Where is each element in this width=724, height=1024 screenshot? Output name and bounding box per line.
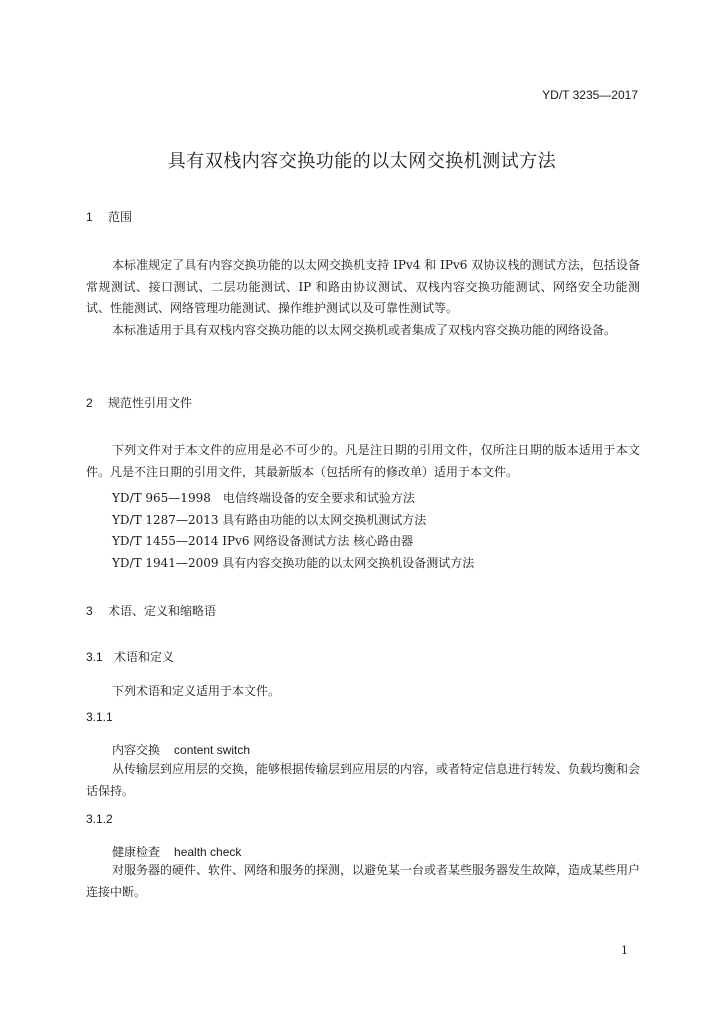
term-en: content switch [174,743,251,757]
term-zh: 内容交换 [112,743,161,757]
section-1-heading [86,208,132,225]
term-zh: 健康检查 [112,845,161,859]
reference-item: YD/T 1941—2009 具有内容交换功能的以太网交换机设备测试方法 [112,556,475,570]
page-number: 1 [621,944,628,957]
reference-item: YD/T 1287—2013 具有路由功能的以太网交换机测试方法 [112,513,427,527]
term-heading [112,741,250,758]
paragraph: 本标准规定了具有内容交换功能的以太网交换机支持 IPv4 和 IPv6 双协议栈的测试方法，包括设备常规测试、接口测试、二层功能测试、IP 和路由协议测试、双栈内容交换功能测试、网络安全功能测试、性能测试、网络管理功能测试、操作维护测试以及可靠性测试等。 [86,258,640,315]
section-number: 3 [86,604,93,618]
subsection-title: 术语和定义 [114,650,175,664]
term-definition: 从传输层到应用层的交换，能够根据传输层到应用层的内容，或者特定信息进行转发、负载均衡和会话保持。 [86,762,641,798]
subsection-3-1-heading [86,648,174,665]
section-number: 2 [86,396,93,410]
section-title: 范围 [108,210,133,224]
term-number: 3.1.2 [86,812,113,826]
section-title: 规范性引用文件 [108,396,193,410]
term-definition: 对服务器的硬件、软件、网络和服务的探测，以避免某一台或者某些服务器发生故障，造成某些用户连接中断。 [86,863,641,899]
term-heading [112,843,241,860]
document-title: 具有双栈内容交换功能的以太网交换机测试方法 [167,151,557,171]
standard-number: YD/T 3235—2017 [542,88,638,102]
section-3-heading [86,602,216,619]
reference-item: YD/T 965—1998 电信终端设备的安全要求和试验方法 [112,491,415,505]
section-2-heading [86,394,192,411]
subsection-number: 3.1 [86,650,103,664]
reference-item: YD/T 1455—2014 IPv6 网络设备测试方法 核心路由器 [112,534,414,548]
paragraph: 本标准适用于具有双栈内容交换功能的以太网交换机或者集成了双栈内容交换功能的网络设备。 [112,323,617,337]
section-title: 术语、定义和缩略语 [108,604,217,618]
paragraph: 下列文件对于本文件的应用是必不可少的。凡是注日期的引用文件，仅所注日期的版本适用于本文件。凡是不注日期的引用文件，其最新版本（包括所有的修改单）适用于本文件。 [86,443,640,479]
section-number: 1 [86,210,93,224]
term-en: health check [174,845,242,859]
term-number: 3.1.1 [86,710,113,724]
subsection-intro: 下列术语和定义适用于本文件。 [112,684,281,698]
